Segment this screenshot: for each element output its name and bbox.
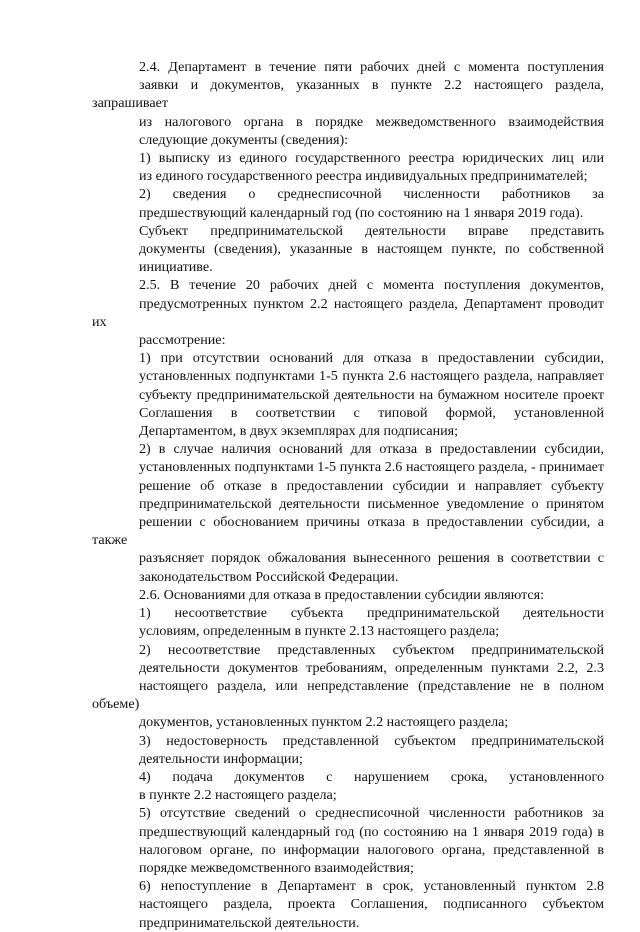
list-item [92,149,604,185]
text-line: 2) в случае наличия оснований для отказа в предоставлении субсидии, [139,441,604,458]
paragraph-2-6 [92,586,604,604]
text-line: рассмотрение: [139,332,226,349]
text-line: инициативе. [139,259,213,276]
text-line: документов, установленных пунктом 2.2 настоящего раздела; [139,714,509,731]
text-line: в пункте 2.2 настоящего раздела; [139,787,337,804]
list-item [92,877,604,932]
text-line: 1) несоответствие субъекта предпринимательской деятельности [139,605,604,622]
text-line: 2) сведения о среднесписочной численности работников за [139,186,604,203]
text-line: условиям, определенным в пункте 2.13 настоящего раздела; [139,623,500,640]
text-line: деятельности информации; [139,750,303,767]
text-line: 2) несоответствие представленных субъектом предпринимательской [139,641,604,658]
text-line: разъясняет порядок обжалования вынесенного решения в соответствии с [139,550,604,567]
text-line: Департаментом, в двух экземплярах для подписания; [139,423,459,440]
text-line: предшествующий календарный год (по состоянию на 1 января 2019 года). [139,204,584,221]
text-line: 1) при отсутствии оснований для отказа в предоставлении субсидии, [139,350,604,367]
text-line: Субъект предпринимательской деятельности вправе представить [139,222,604,239]
text-line: документы (сведения), указанные в настоящем пункте, по собственной [139,241,604,258]
text-line: субъекту предпринимательской деятельности на бумажном носителе проект [139,386,604,403]
list-item [92,604,604,640]
list-item [92,440,604,586]
list-item [92,349,604,440]
text-line: из налогового органа в порядке межведомственного взаимодействия [139,113,604,130]
paragraph [92,222,604,277]
text-line: 3) недостоверность представленной субъектом предпринимательской [139,732,604,749]
text-line: предпринимательской деятельности письменное уведомление о принятом [139,495,604,512]
text-line: 2.5. В течение 20 рабочих дней с момента поступления документов, [139,277,604,294]
text-line: предпринимательской деятельности. [139,914,360,931]
text-line: решение об отказе в предоставлении субсидии и направляет субъекту [139,477,604,494]
text-line: деятельности документов требованиям, определенным пунктами 2.2, 2.3 [139,659,604,676]
text-line: налоговом органе, по информации налогового органа, представленной в [139,841,604,858]
paragraph-2-4 [92,58,604,149]
text-line: предшествующий календарный год (по состоянию на 1 января 2019 года) в [139,823,604,840]
text-line: 2.6. Основаниями для отказа в предоставлении субсидии являются: [139,586,545,603]
text-line: заявки и документов, указанных в пункте 2.2 настоящего раздела, запрашивает [92,77,604,112]
text-line: 6) непоступление в Департамент в срок, установленный пунктом 2.8 [139,878,604,895]
list-item [92,804,604,877]
text-line: законодательством Российской Федерации. [139,568,399,585]
text-line: 5) отсутствие сведений о среднесписочной численности работников за [139,805,604,822]
text-line: 2.4. Департамент в течение пяти рабочих дней с момента поступления [139,59,604,75]
text-line: предусмотренных пунктом 2.2 настоящего раздела, Департамент проводит их [92,295,604,330]
list-item [92,768,604,804]
text-line: настоящего раздела, проекта Соглашения, подписанного субъектом [139,896,604,913]
text-line: 4) подача документов с нарушением срока, установленного [139,768,604,785]
list-item [92,732,604,768]
list-item [92,185,604,221]
list-item [92,641,604,732]
text-line: установленных подпунктами 1-5 пункта 2.6 настоящего раздела, - принимает [139,459,604,476]
paragraph-2-5 [92,276,604,349]
document-page [92,58,604,932]
text-line: Соглашения в соответствии с типовой формой, установленной [139,404,604,421]
text-line: настоящего раздела, или непредставление (представление не в полном объеме) [92,677,604,713]
text-line: порядке межведомственного взаимодействия; [139,859,414,876]
text-line: решении с обоснованием причины отказа в предоставлении субсидии, а также [92,514,604,549]
text-line: 1) выписку из единого государственного реестра юридических лиц или [139,150,604,167]
text-line: установленных подпунктами 1-5 пункта 2.6 настоящего раздела, направляет [139,368,604,385]
text-line: из единого государственного реестра индивидуальных предпринимателей; [139,168,588,185]
text-line: следующие документы (сведения): [139,131,349,148]
